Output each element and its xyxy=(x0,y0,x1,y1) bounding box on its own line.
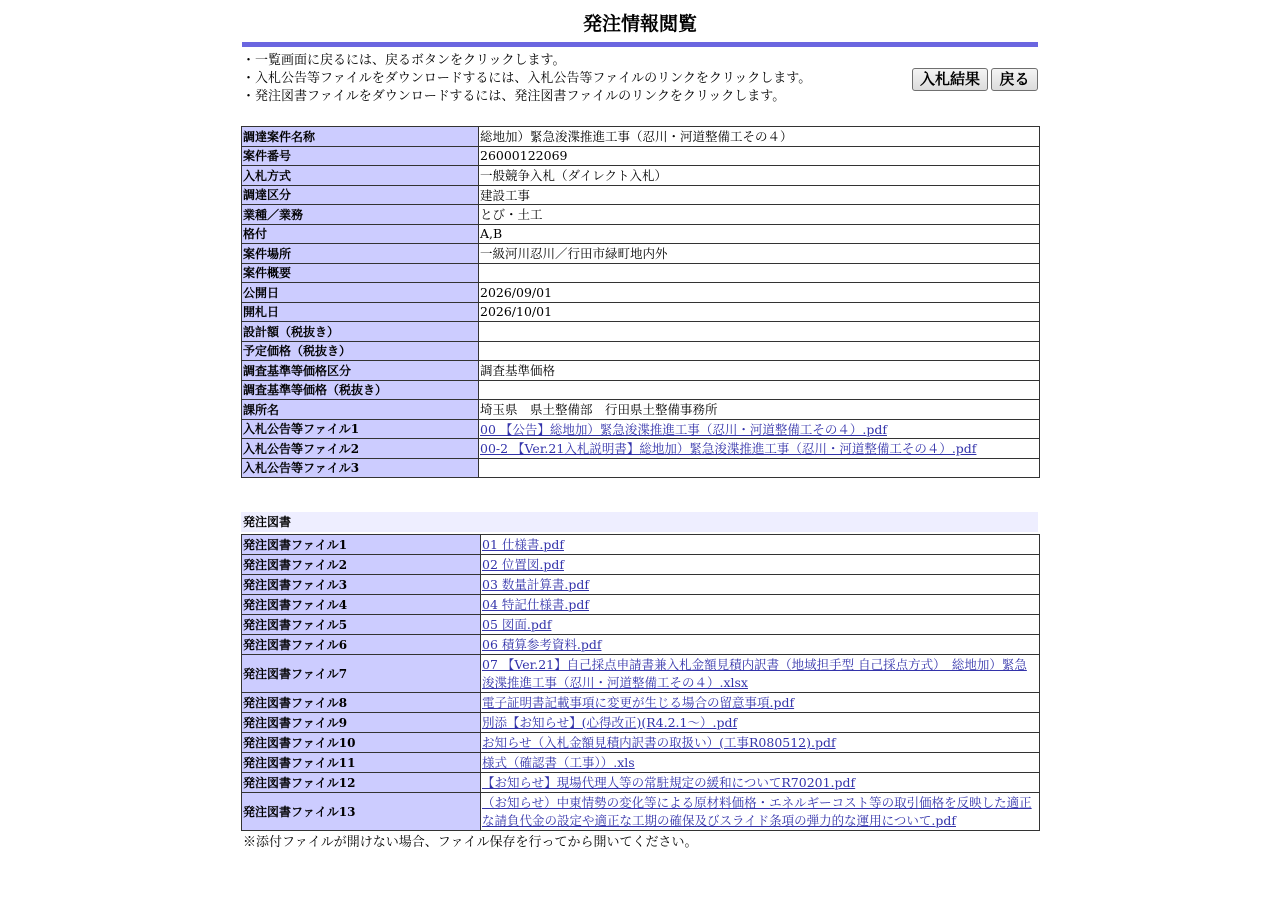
file-link[interactable]: （お知らせ）中東情勢の変化等による原材料価格・エネルギーコスト等の取引価格を反映した適正な請負代金の設定や適正な工期の確保及びスライド条項の弾力的な運用について.pdf xyxy=(482,794,1032,828)
table-row xyxy=(242,224,1040,244)
row-label: 発注図書ファイル3 xyxy=(242,575,481,595)
row-value: 埼玉県 県土整備部 行田県土整備事務所 xyxy=(479,400,1040,420)
instruction-line: ・発注図書ファイルをダウンロードするには、発注図書ファイルのリンクをクリックします。 xyxy=(242,89,786,104)
footnote: ※添付ファイルが開けない場合、ファイル保存を行ってから開いてください。 xyxy=(243,835,698,850)
row-value xyxy=(479,458,1040,478)
row-value: 調査基準価格 xyxy=(479,361,1040,381)
row-label: 課所名 xyxy=(242,400,479,420)
file-link[interactable]: お知らせ（入札金額見積内訳書の取扱い）(工事R080512).pdf xyxy=(482,734,836,750)
row-label: 発注図書ファイル1 xyxy=(242,535,481,555)
row-label: 調達区分 xyxy=(242,185,479,205)
file-link[interactable]: 【お知らせ】現場代理人等の常駐規定の緩和についてR70201.pdf xyxy=(482,774,856,790)
row-value xyxy=(481,615,1040,635)
table-row xyxy=(242,166,1040,186)
row-value xyxy=(481,655,1040,693)
row-label: 設計額（税抜き） xyxy=(242,322,479,342)
row-value xyxy=(481,733,1040,753)
row-label: 発注図書ファイル2 xyxy=(242,555,481,575)
row-label: 発注図書ファイル10 xyxy=(242,733,481,753)
row-label: 業種／業務 xyxy=(242,205,479,225)
table-row xyxy=(242,341,1040,361)
file-link[interactable]: 別添【お知らせ】(心得改正)(R4.2.1～）.pdf xyxy=(482,714,738,730)
row-label: 発注図書ファイル5 xyxy=(242,615,481,635)
file-link[interactable]: 04 特記仕様書.pdf xyxy=(482,596,589,612)
row-label: 発注図書ファイル11 xyxy=(242,753,481,773)
file-link[interactable]: 00-2 【Ver.21入札説明書】総地加）緊急浚渫推進工事（忍川・河道整備工その４）.pdf xyxy=(480,441,977,457)
table-row xyxy=(242,615,1040,635)
row-value: 総地加）緊急浚渫推進工事（忍川・河道整備工その４） xyxy=(479,127,1040,147)
table-row xyxy=(242,773,1040,793)
row-label: 格付 xyxy=(242,224,479,244)
row-value xyxy=(481,555,1040,575)
row-value xyxy=(481,575,1040,595)
row-value xyxy=(481,535,1040,555)
row-label: 開札日 xyxy=(242,302,479,322)
row-label: 入札方式 xyxy=(242,166,479,186)
table-row xyxy=(242,400,1040,420)
file-link[interactable]: 02 位置図.pdf xyxy=(482,556,564,572)
row-value: 26000122069 xyxy=(479,146,1040,166)
row-value: 建設工事 xyxy=(479,185,1040,205)
row-label: 発注図書ファイル13 xyxy=(242,793,481,831)
file-link[interactable]: 03 数量計算書.pdf xyxy=(482,576,589,592)
row-value xyxy=(481,773,1040,793)
table-row xyxy=(242,733,1040,753)
row-label: 案件番号 xyxy=(242,146,479,166)
row-value xyxy=(479,439,1040,459)
table-row xyxy=(242,753,1040,773)
row-value xyxy=(479,419,1040,439)
row-value: 2026/09/01 xyxy=(479,283,1040,303)
row-label: 発注図書ファイル7 xyxy=(242,655,481,693)
row-label: 発注図書ファイル4 xyxy=(242,595,481,615)
row-label: 案件場所 xyxy=(242,244,479,264)
file-link[interactable]: 07 【Ver.21】自己採点申請書兼入札金額見積内訳書（地域担手型 自己採点方式） 総地加）緊急浚渫推進工事（忍川・河道整備工その４）.xlsx xyxy=(482,656,1027,690)
table-row xyxy=(242,244,1040,264)
row-label: 案件概要 xyxy=(242,263,479,283)
row-label: 発注図書ファイル9 xyxy=(242,713,481,733)
table-row xyxy=(242,361,1040,381)
file-link[interactable]: 00 【公告】総地加）緊急浚渫推進工事（忍川・河道整備工その４）.pdf xyxy=(480,421,887,437)
row-label: 入札公告等ファイル1 xyxy=(242,419,479,439)
file-link[interactable]: 様式（確認書（工事））.xls xyxy=(482,754,635,770)
table-row xyxy=(242,302,1040,322)
row-value xyxy=(481,713,1040,733)
title-divider xyxy=(242,42,1038,47)
row-value: 一般競争入札（ダイレクト入札） xyxy=(479,166,1040,186)
table-row xyxy=(242,458,1040,478)
table-row xyxy=(242,555,1040,575)
procurement-info-table xyxy=(241,126,1040,478)
row-value xyxy=(481,793,1040,831)
row-value xyxy=(481,595,1040,615)
file-link[interactable]: 電子証明書記載事項に変更が生じる場合の留意事項.pdf xyxy=(482,694,795,710)
table-row xyxy=(242,419,1040,439)
table-row xyxy=(242,439,1040,459)
table-row xyxy=(242,146,1040,166)
row-value xyxy=(481,635,1040,655)
row-label: 発注図書ファイル8 xyxy=(242,693,481,713)
table-row xyxy=(242,595,1040,615)
table-row xyxy=(242,185,1040,205)
row-label: 予定価格（税抜き） xyxy=(242,341,479,361)
back-button[interactable]: 戻る xyxy=(991,68,1038,91)
row-label: 発注図書ファイル12 xyxy=(242,773,481,793)
row-label: 公開日 xyxy=(242,283,479,303)
row-label: 入札公告等ファイル2 xyxy=(242,439,479,459)
instruction-line: ・入札公告等ファイルをダウンロードするには、入札公告等ファイルのリンクをクリックします。 xyxy=(242,71,812,86)
order-documents-table xyxy=(241,534,1040,831)
table-row xyxy=(242,713,1040,733)
row-value xyxy=(479,380,1040,400)
row-label: 調達案件名称 xyxy=(242,127,479,147)
row-value: 一級河川忍川／行田市緑町地内外 xyxy=(479,244,1040,264)
bid-result-button[interactable]: 入札結果 xyxy=(912,68,988,91)
row-value xyxy=(479,341,1040,361)
file-link[interactable]: 01 仕様書.pdf xyxy=(482,536,564,552)
table-row xyxy=(242,655,1040,693)
row-value: 2026/10/01 xyxy=(479,302,1040,322)
table-row xyxy=(242,793,1040,831)
table-row xyxy=(242,322,1040,342)
row-label: 発注図書ファイル6 xyxy=(242,635,481,655)
page-title: 発注情報閲覧 xyxy=(582,13,697,35)
file-link[interactable]: 05 図面.pdf xyxy=(482,616,552,632)
table-row xyxy=(242,263,1040,283)
table-row xyxy=(242,205,1040,225)
row-label: 調査基準等価格区分 xyxy=(242,361,479,381)
table-row xyxy=(242,283,1040,303)
table-row xyxy=(242,575,1040,595)
instructions xyxy=(242,52,902,106)
row-label: 入札公告等ファイル3 xyxy=(242,458,479,478)
row-value xyxy=(481,693,1040,713)
file-link[interactable]: 06 積算参考資料.pdf xyxy=(482,636,602,652)
row-value: とび・土工 xyxy=(479,205,1040,225)
row-value xyxy=(481,753,1040,773)
table-row xyxy=(242,127,1040,147)
table-row xyxy=(242,635,1040,655)
row-value: A,B xyxy=(479,224,1040,244)
docs-section-header: 発注図書 xyxy=(241,512,1038,532)
row-value xyxy=(479,322,1040,342)
row-label: 調査基準等価格（税抜き） xyxy=(242,380,479,400)
table-row xyxy=(242,693,1040,713)
table-row xyxy=(242,380,1040,400)
table-row xyxy=(242,535,1040,555)
row-value xyxy=(479,263,1040,283)
instruction-line: ・一覧画面に戻るには、戻るボタンをクリックします。 xyxy=(242,53,566,68)
